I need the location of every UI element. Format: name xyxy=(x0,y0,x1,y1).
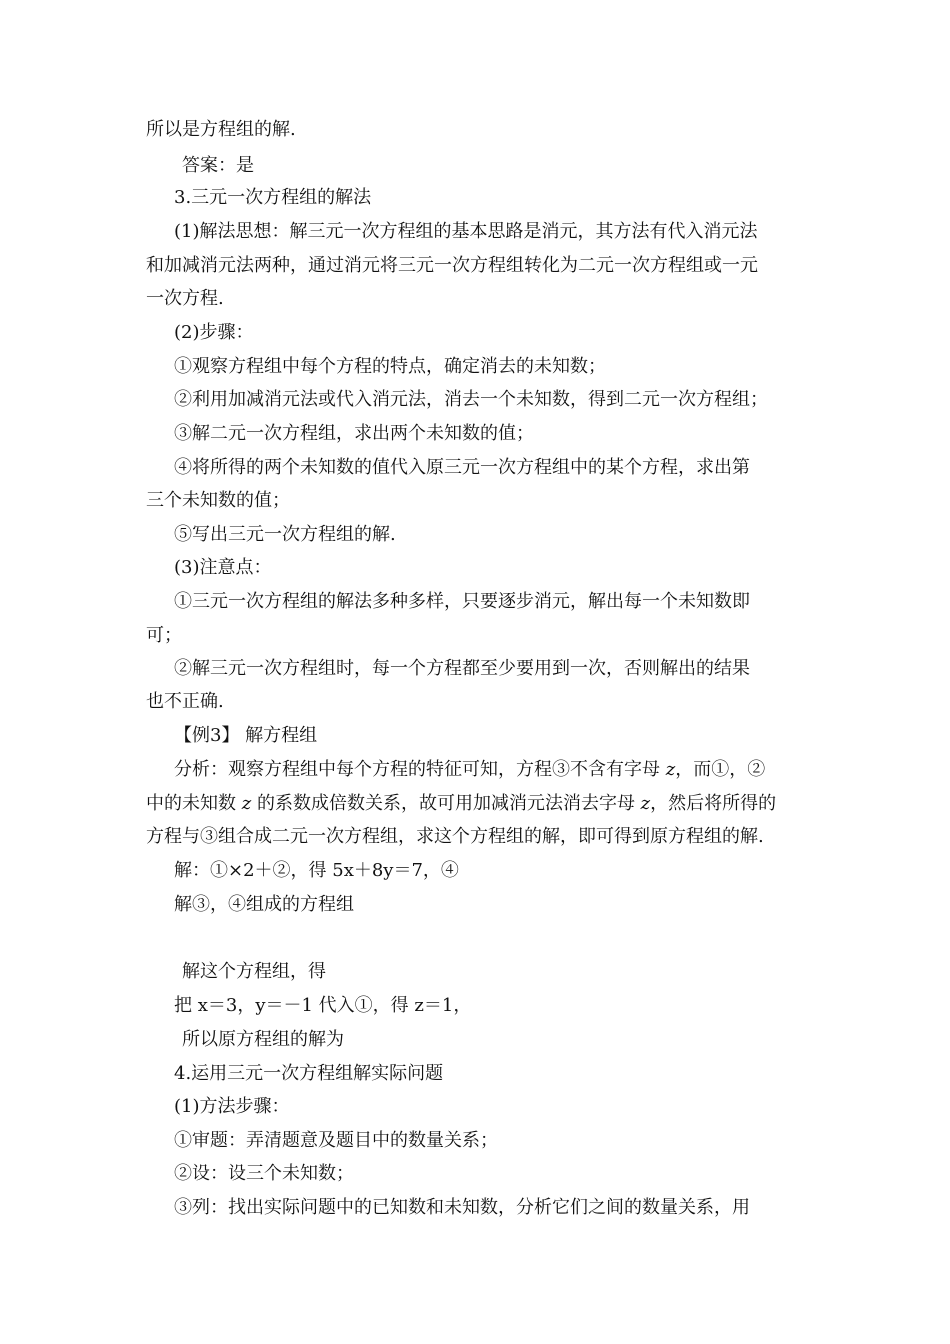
text-line-answer: 答案：是 xyxy=(182,155,254,176)
text-line-substitute: 把 x＝3，y＝－1 代入①，得 z＝1， xyxy=(174,995,472,1016)
text-line-note-1: ①三元一次方程组的解法多种多样，只要逐步消元，解出每一个未知数即 xyxy=(174,591,750,612)
text-line-step-list: ③列：找出实际问题中的已知数和未知数，分析它们之间的数量关系，用 xyxy=(174,1197,750,1218)
text-line-method-steps: (1)方法步骤： xyxy=(174,1096,290,1117)
text-line-final-solution: 所以原方程组的解为 xyxy=(182,1029,344,1050)
text-line-conclusion: 所以是方程组的解. xyxy=(146,119,296,140)
text-line-step-3: ③解二元一次方程组，求出两个未知数的值； xyxy=(174,423,534,444)
variable-z: z xyxy=(665,759,676,780)
text-line-step-set: ②设：设三个未知数； xyxy=(174,1163,354,1184)
text-line-analysis-end xyxy=(146,825,764,849)
text-line-step-review: ①审题：弄清题意及题目中的数量关系； xyxy=(174,1130,498,1151)
analysis-text: ，而①，② xyxy=(675,759,766,780)
text-line-method-idea-cont: 和加减消元法两种，通过消元将三元一次方程组转化为二元一次方程组或一元 xyxy=(146,255,758,276)
text-line-step-5: ⑤写出三元一次方程组的解. xyxy=(174,524,396,545)
analysis-text: 的系数成倍数关系，故可用加减消元法消去字母 xyxy=(251,793,641,814)
text-line-method-idea-end: 一次方程. xyxy=(146,288,224,309)
section-heading-4: 4.运用三元一次方程组解实际问题 xyxy=(174,1063,444,1084)
analysis-text: 分析：观察方程组中每个方程的特征可知，方程③不含有字母 xyxy=(174,759,666,780)
text-line-method-idea: (1)解法思想：解三元一次方程组的基本思路是消元，其方法有代入消元法 xyxy=(174,221,758,242)
text-line-note-1-cont: 可； xyxy=(146,625,182,646)
text-line-solution-step-1: 解：①×2＋②，得 5x＋8y＝7，④ xyxy=(174,860,459,881)
analysis-text: 方程与③组合成二元一次方程组，求这个方程组的解，即可得到原方程组的解. xyxy=(146,826,764,847)
analysis-text: 中的未知数 xyxy=(146,793,242,814)
text-line-step-1: ①观察方程组中每个方程的特点，确定消去的未知数； xyxy=(174,356,606,377)
text-line-analysis-cont xyxy=(146,792,776,816)
section-heading-3: 3.三元一次方程组的解法 xyxy=(174,187,372,208)
variable-z: z xyxy=(640,793,651,814)
example-3-heading: 【例3】 解方程组 xyxy=(174,725,318,746)
text-line-notes-heading: (3)注意点： xyxy=(174,557,272,578)
text-line-step-4: ④将所得的两个未知数的值代入原三元一次方程组中的某个方程，求出第 xyxy=(174,457,750,478)
text-line-solve-system: 解这个方程组，得 xyxy=(182,961,326,982)
text-line-solution-system: 解③，④组成的方程组 xyxy=(174,894,354,915)
analysis-text: ，然后将所得的 xyxy=(650,793,777,814)
text-line-note-2-cont: 也不正确. xyxy=(146,691,224,712)
text-line-note-2: ②解三元一次方程组时，每一个方程都至少要用到一次，否则解出的结果 xyxy=(174,658,750,679)
text-line-steps-heading: (2)步骤： xyxy=(174,322,254,343)
text-line-step-2: ②利用加减消元法或代入消元法，消去一个未知数，得到二元一次方程组； xyxy=(174,389,768,410)
variable-z: z xyxy=(241,793,252,814)
text-line-step-4-cont: 三个未知数的值； xyxy=(146,490,290,511)
text-line-analysis xyxy=(174,758,765,782)
